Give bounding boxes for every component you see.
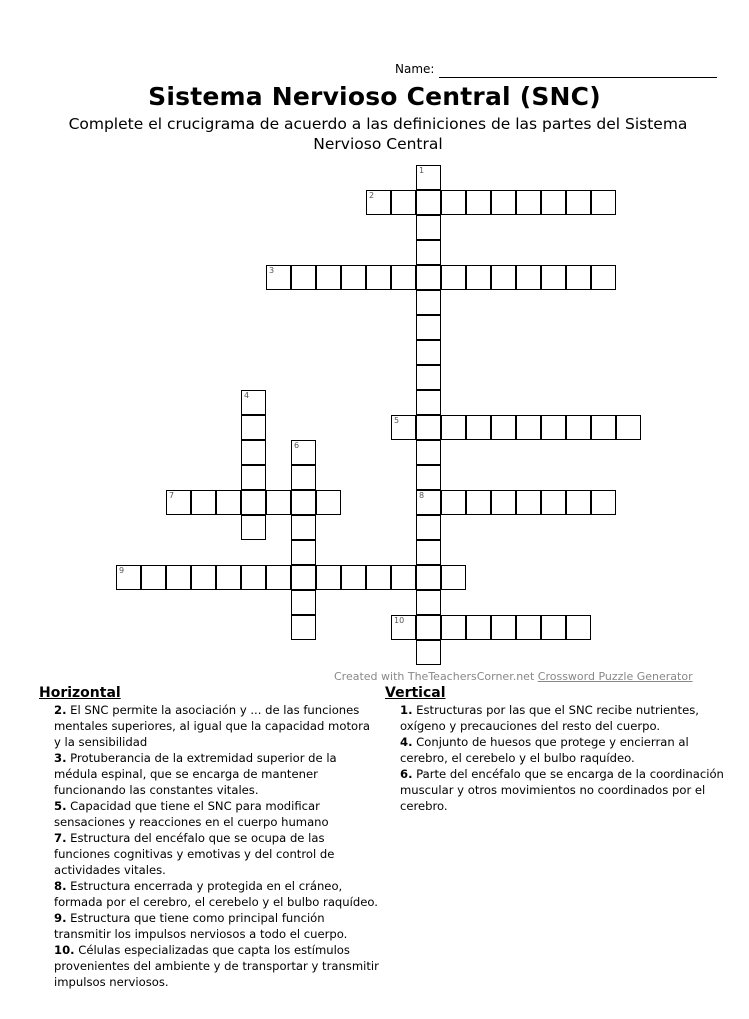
page-title: Sistema Nervioso Central (SNC) xyxy=(148,82,601,111)
grid-cell[interactable] xyxy=(316,565,341,590)
grid-cell[interactable] xyxy=(516,415,541,440)
clue-item-text: Estructura encerrada y protegida en el cráneo, formada por el cerebro, el cerebelo y el bulbo raquídeo. xyxy=(54,879,378,909)
grid-cell[interactable] xyxy=(291,490,316,515)
grid-cell[interactable] xyxy=(466,490,491,515)
grid-cell[interactable] xyxy=(591,490,616,515)
grid-cell[interactable] xyxy=(141,565,166,590)
grid-cell[interactable] xyxy=(291,565,316,590)
grid-cell[interactable] xyxy=(416,540,441,565)
grid-cell[interactable] xyxy=(416,590,441,615)
grid-cell[interactable] xyxy=(491,190,516,215)
grid-cell[interactable] xyxy=(416,340,441,365)
grid-cell[interactable] xyxy=(541,490,566,515)
grid-cell[interactable] xyxy=(391,565,416,590)
clue-item-text: Estructura que tiene como principal función transmitir los impulsos nerviosos a todo el cuerpo. xyxy=(54,911,348,941)
grid-cell[interactable] xyxy=(391,190,416,215)
clue-item-text: Estructura del encéfalo que se ocupa de las funciones cognitivas y emotivas y del control de actividades vitales. xyxy=(54,831,335,877)
grid-cell[interactable] xyxy=(341,265,366,290)
grid-cell[interactable] xyxy=(441,615,466,640)
grid-cell[interactable] xyxy=(416,390,441,415)
grid-cell[interactable] xyxy=(566,490,591,515)
grid-cell[interactable] xyxy=(241,440,266,465)
grid-cell[interactable] xyxy=(316,490,341,515)
clue-item xyxy=(39,750,379,798)
clue-number: 9 xyxy=(119,566,125,575)
grid-cell[interactable] xyxy=(241,415,266,440)
grid-cell[interactable] xyxy=(416,415,441,440)
grid-cell[interactable] xyxy=(416,440,441,465)
grid-cell[interactable] xyxy=(191,490,216,515)
grid-cell[interactable] xyxy=(466,615,491,640)
across-clues xyxy=(39,685,379,990)
grid-cell[interactable] xyxy=(491,265,516,290)
clue-number: 1 xyxy=(419,166,425,175)
grid-cell[interactable] xyxy=(591,415,616,440)
clue-item-number: 5. xyxy=(54,799,67,813)
clue-number: 4 xyxy=(244,391,250,400)
grid-cell[interactable] xyxy=(516,490,541,515)
grid-cell[interactable] xyxy=(291,590,316,615)
across-clue-list xyxy=(39,702,379,990)
credit-line xyxy=(334,670,693,683)
grid-cell[interactable] xyxy=(466,190,491,215)
grid-cell[interactable] xyxy=(241,515,266,540)
grid-cell[interactable] xyxy=(416,165,441,190)
clue-item-number: 9. xyxy=(54,911,67,925)
grid-cell[interactable] xyxy=(191,565,216,590)
clue-item-number: 10. xyxy=(54,943,75,957)
grid-cell[interactable] xyxy=(366,565,391,590)
grid-cell[interactable] xyxy=(566,615,591,640)
clue-item-number: 7. xyxy=(54,831,67,845)
clue-item xyxy=(385,702,725,734)
clue-item-text: El SNC permite la asociación y ... de las funciones mentales superiores, al igual que la capacidad motora y la sensibilidad xyxy=(54,703,370,749)
grid-cell[interactable] xyxy=(491,615,516,640)
clue-item-text: Protuberancia de la extremidad superior de la médula espinal, que se encarga de mantener funcionando las constantes vitales. xyxy=(54,751,337,797)
clue-number: 5 xyxy=(394,416,400,425)
down-clue-list xyxy=(385,702,725,814)
grid-cell[interactable] xyxy=(466,415,491,440)
clue-item-number: 6. xyxy=(400,767,413,781)
grid-cell[interactable] xyxy=(541,265,566,290)
clue-item xyxy=(385,766,725,814)
grid-cell[interactable] xyxy=(291,265,316,290)
grid-cell[interactable] xyxy=(391,265,416,290)
grid-cell[interactable] xyxy=(566,265,591,290)
clue-item-text: Células especializadas que capta los estímulos provenientes del ambiente y de transportar y transmitir impulsos nerviosos. xyxy=(54,943,379,989)
grid-cell[interactable] xyxy=(541,190,566,215)
grid-cell[interactable] xyxy=(291,465,316,490)
clue-item-number: 1. xyxy=(400,703,413,717)
clue-item xyxy=(39,910,379,942)
clue-item-number: 4. xyxy=(400,735,413,749)
grid-cell[interactable] xyxy=(566,415,591,440)
clue-item xyxy=(39,942,379,990)
clue-item xyxy=(39,798,379,830)
grid-cell[interactable] xyxy=(241,565,266,590)
grid-cell[interactable] xyxy=(466,265,491,290)
grid-cell[interactable] xyxy=(516,265,541,290)
grid-cell[interactable] xyxy=(341,565,366,590)
grid-cell[interactable] xyxy=(366,265,391,290)
grid-cell[interactable] xyxy=(266,490,291,515)
clue-number: 10 xyxy=(394,616,405,625)
grid-cell[interactable] xyxy=(266,265,291,290)
down-heading: Vertical xyxy=(385,685,446,701)
grid-cell[interactable] xyxy=(416,615,441,640)
name-label: Name: xyxy=(395,62,435,76)
clue-number: 3 xyxy=(269,266,275,275)
grid-cell[interactable] xyxy=(541,415,566,440)
clue-item-number: 8. xyxy=(54,879,67,893)
clue-item-text: Capacidad que tiene el SNC para modificar sensaciones y reacciones en el cuerpo humano xyxy=(54,799,329,829)
grid-cell[interactable] xyxy=(391,615,416,640)
grid-cell[interactable] xyxy=(366,190,391,215)
grid-cell[interactable] xyxy=(441,265,466,290)
grid-cell[interactable] xyxy=(441,490,466,515)
grid-cell[interactable] xyxy=(441,190,466,215)
clue-item-number: 3. xyxy=(54,751,67,765)
grid-cell[interactable] xyxy=(266,565,291,590)
clue-item-text: Estructuras por las que el SNC recibe nutrientes, oxígeno y precauciones del resto del cuerpo. xyxy=(400,703,699,733)
grid-cell[interactable] xyxy=(491,415,516,440)
credit-text: Created with TheTeachersCorner.net xyxy=(334,670,535,683)
clue-item xyxy=(39,830,379,878)
grid-cell[interactable] xyxy=(241,390,266,415)
down-clues xyxy=(385,685,725,814)
grid-cell[interactable] xyxy=(416,190,441,215)
clue-number: 2 xyxy=(369,191,375,200)
grid-cell[interactable] xyxy=(416,640,441,665)
grid-cell[interactable] xyxy=(416,315,441,340)
grid-cell[interactable] xyxy=(416,515,441,540)
grid-cell[interactable] xyxy=(241,465,266,490)
clue-item-text: Parte del encéfalo que se encarga de la coordinación muscular y otros movimientos no coordinados por el cerebro. xyxy=(400,767,724,813)
grid-cell[interactable] xyxy=(216,565,241,590)
grid-cell[interactable] xyxy=(566,190,591,215)
grid-cell[interactable] xyxy=(616,415,641,440)
clue-item xyxy=(39,702,379,750)
grid-cell[interactable] xyxy=(216,490,241,515)
grid-cell[interactable] xyxy=(291,515,316,540)
grid-cell[interactable] xyxy=(516,615,541,640)
clue-number: 8 xyxy=(419,491,425,500)
grid-cell[interactable] xyxy=(316,265,341,290)
grid-cell[interactable] xyxy=(166,565,191,590)
grid-cell[interactable] xyxy=(291,615,316,640)
grid-cell[interactable] xyxy=(416,265,441,290)
grid-cell[interactable] xyxy=(166,490,191,515)
grid-cell[interactable] xyxy=(291,540,316,565)
grid-cell[interactable] xyxy=(591,265,616,290)
grid-cell[interactable] xyxy=(416,215,441,240)
grid-cell[interactable] xyxy=(441,565,466,590)
clue-item-text: Conjunto de huesos que protege y encierran al cerebro, el cerebelo y el bulbo raquídeo. xyxy=(400,735,689,765)
grid-cell[interactable] xyxy=(416,365,441,390)
grid-cell[interactable] xyxy=(391,415,416,440)
grid-cell[interactable] xyxy=(591,190,616,215)
grid-cell[interactable] xyxy=(416,290,441,315)
grid-cell[interactable] xyxy=(491,490,516,515)
grid-cell[interactable] xyxy=(516,190,541,215)
grid-cell[interactable] xyxy=(441,415,466,440)
clue-number: 6 xyxy=(294,441,300,450)
instructions: Complete el crucigrama de acuerdo a las definiciones de las partes del Sistema Nervioso Central xyxy=(68,115,688,153)
grid-cell[interactable] xyxy=(416,465,441,490)
grid-cell[interactable] xyxy=(416,490,441,515)
grid-cell[interactable] xyxy=(416,565,441,590)
clue-number: 7 xyxy=(169,491,175,500)
clue-item-number: 2. xyxy=(54,703,67,717)
generator-link[interactable]: Crossword Puzzle Generator xyxy=(537,670,693,683)
grid-cell[interactable] xyxy=(291,440,316,465)
grid-cell[interactable] xyxy=(116,565,141,590)
grid-cell[interactable] xyxy=(541,615,566,640)
grid-cell[interactable] xyxy=(241,490,266,515)
grid-cell[interactable] xyxy=(416,240,441,265)
across-heading: Horizontal xyxy=(39,685,121,701)
clue-item xyxy=(39,878,379,910)
clue-item xyxy=(385,734,725,766)
